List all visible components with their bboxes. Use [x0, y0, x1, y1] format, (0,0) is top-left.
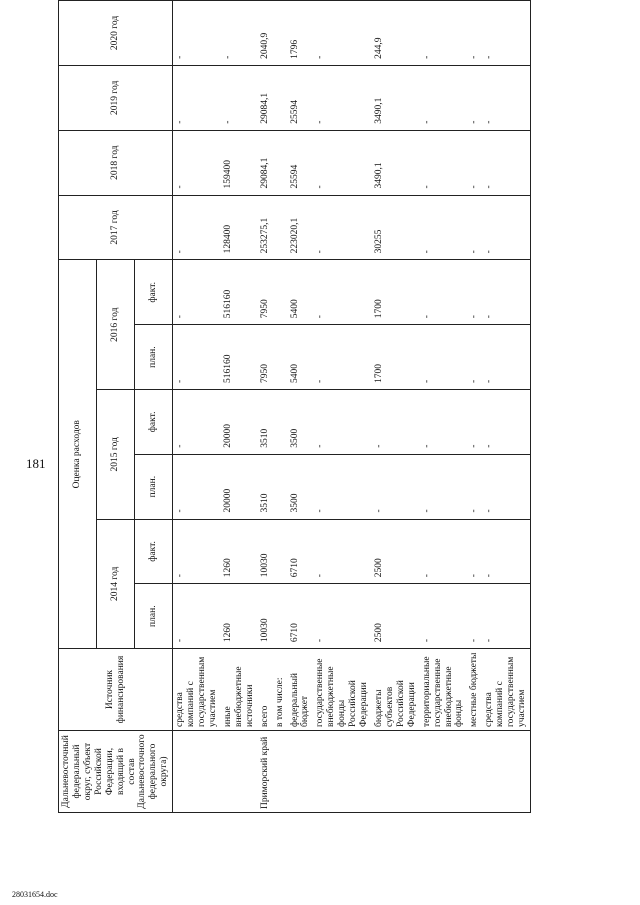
value-cell: - — [482, 584, 530, 649]
value-cell: 20000 — [221, 454, 258, 519]
value-cell — [273, 130, 288, 195]
value-cell: 3500 — [288, 454, 314, 519]
table-row — [173, 1, 221, 813]
value-cell: - — [482, 1, 530, 66]
value-cell: - — [313, 519, 372, 584]
region-cell — [273, 731, 288, 813]
header-2016-plan: план. — [135, 325, 173, 390]
table-row — [372, 1, 420, 813]
expense-table — [58, 0, 531, 813]
value-cell: 244,9 — [372, 1, 420, 66]
header-region: Дальневосточный федеральный округ, субъект Российской Федерации, входящий в состав Дальневосточного федерального округа) — [59, 731, 173, 813]
header-2014-plan: план. — [135, 584, 173, 649]
value-cell: - — [482, 519, 530, 584]
value-cell: - — [173, 260, 221, 325]
value-cell: - — [482, 195, 530, 260]
value-cell: - — [420, 519, 468, 584]
value-cell: - — [221, 65, 258, 130]
value-cell: - — [173, 390, 221, 455]
value-cell: - — [420, 1, 468, 66]
value-cell: 1700 — [372, 325, 420, 390]
table-row — [258, 1, 273, 813]
source-cell: территориальные государственные внебюджетные фонды — [420, 649, 468, 731]
value-cell: 516160 — [221, 325, 258, 390]
value-cell: - — [420, 65, 468, 130]
header-2017: 2017 год — [59, 195, 173, 260]
header-2015-fact: факт. — [135, 390, 173, 455]
value-cell: - — [313, 130, 372, 195]
value-cell: 5400 — [288, 325, 314, 390]
value-cell: 6710 — [288, 519, 314, 584]
value-cell: 1260 — [221, 584, 258, 649]
region-cell — [313, 731, 372, 813]
value-cell: 1260 — [221, 519, 258, 584]
value-cell: - — [482, 260, 530, 325]
header-2020: 2020 год — [59, 1, 173, 66]
header-2018: 2018 год — [59, 130, 173, 195]
value-cell: 1700 — [372, 260, 420, 325]
value-cell — [273, 519, 288, 584]
value-cell: 5400 — [288, 260, 314, 325]
value-cell: 29084,1 — [258, 65, 273, 130]
header-2016-fact: факт. — [135, 260, 173, 325]
value-cell: - — [313, 195, 372, 260]
value-cell: 25594 — [288, 65, 314, 130]
source-cell: иные внебюджетные источники — [221, 649, 258, 731]
table-row — [288, 1, 314, 813]
table-row — [273, 1, 288, 813]
value-cell: - — [420, 130, 468, 195]
value-cell: 3500 — [288, 390, 314, 455]
value-cell: - — [173, 454, 221, 519]
value-cell: 29084,1 — [258, 130, 273, 195]
value-cell: 20000 — [221, 390, 258, 455]
value-cell: - — [420, 260, 468, 325]
value-cell: - — [173, 1, 221, 66]
table-header — [59, 1, 173, 813]
value-cell: - — [313, 1, 372, 66]
value-cell: - — [467, 195, 482, 260]
value-cell — [273, 584, 288, 649]
value-cell: 7950 — [258, 260, 273, 325]
source-cell: средства компаний с государственным участием — [173, 649, 221, 731]
value-cell: 3510 — [258, 454, 273, 519]
value-cell — [273, 325, 288, 390]
header-2014: 2014 год — [97, 519, 135, 649]
value-cell: - — [467, 390, 482, 455]
value-cell: - — [173, 584, 221, 649]
region-cell — [482, 731, 530, 813]
value-cell: - — [420, 584, 468, 649]
region-cell — [420, 731, 468, 813]
value-cell: 253275,1 — [258, 195, 273, 260]
value-cell: 2040,9 — [258, 1, 273, 66]
source-cell: в том числе: — [273, 649, 288, 731]
value-cell: 159400 — [221, 130, 258, 195]
source-cell: всего — [258, 649, 273, 731]
value-cell: - — [173, 519, 221, 584]
source-cell: государственные внебюджетные фонды Российской Федерации — [313, 649, 372, 731]
value-cell: - — [420, 325, 468, 390]
region-cell — [467, 731, 482, 813]
value-cell — [273, 454, 288, 519]
header-2015: 2015 год — [97, 390, 135, 520]
header-source: Источник финансирования — [59, 649, 173, 731]
value-cell: 3490,1 — [372, 65, 420, 130]
value-cell — [273, 1, 288, 66]
header-2019: 2019 год — [59, 65, 173, 130]
value-cell: - — [372, 454, 420, 519]
source-cell: местные бюджеты — [467, 649, 482, 731]
value-cell: - — [173, 195, 221, 260]
value-cell: - — [313, 65, 372, 130]
value-cell: - — [420, 195, 468, 260]
value-cell — [273, 390, 288, 455]
value-cell: 3490,1 — [372, 130, 420, 195]
value-cell: - — [313, 454, 372, 519]
value-cell: 6710 — [288, 584, 314, 649]
value-cell: 2500 — [372, 519, 420, 584]
value-cell: 30255 — [372, 195, 420, 260]
value-cell — [273, 65, 288, 130]
source-cell: федеральный бюджет — [288, 649, 314, 731]
value-cell: - — [221, 1, 258, 66]
footer-filename: 28031654.doc — [12, 890, 58, 899]
value-cell: - — [467, 1, 482, 66]
value-cell — [273, 260, 288, 325]
value-cell: - — [313, 584, 372, 649]
table-row — [482, 1, 530, 813]
value-cell: 223020,1 — [288, 195, 314, 260]
page-number: 181 — [26, 456, 46, 471]
region-cell — [173, 731, 221, 813]
region-cell: Приморский край — [258, 731, 273, 813]
value-cell: - — [482, 325, 530, 390]
value-cell: - — [467, 325, 482, 390]
table-row — [420, 1, 468, 813]
source-cell: средства компаний с государственным участием — [482, 649, 530, 731]
header-expense-group: Оценка расходов — [59, 260, 97, 649]
value-cell: - — [420, 390, 468, 455]
value-cell: 1796 — [288, 1, 314, 66]
value-cell: - — [173, 325, 221, 390]
value-cell: 2500 — [372, 584, 420, 649]
value-cell: 128400 — [221, 195, 258, 260]
value-cell: - — [420, 454, 468, 519]
header-2014-fact: факт. — [135, 519, 173, 584]
value-cell: - — [313, 390, 372, 455]
value-cell: - — [482, 130, 530, 195]
value-cell: 516160 — [221, 260, 258, 325]
region-cell — [221, 731, 258, 813]
header-2015-plan: план. — [135, 454, 173, 519]
value-cell: - — [173, 130, 221, 195]
region-cell — [372, 731, 420, 813]
value-cell: - — [482, 454, 530, 519]
value-cell: - — [372, 390, 420, 455]
value-cell — [273, 195, 288, 260]
value-cell: - — [482, 65, 530, 130]
value-cell: 7950 — [258, 325, 273, 390]
value-cell: 10030 — [258, 584, 273, 649]
value-cell: - — [467, 454, 482, 519]
table-row — [313, 1, 372, 813]
table-body — [173, 1, 531, 813]
region-cell — [288, 731, 314, 813]
value-cell: - — [313, 325, 372, 390]
header-2016: 2016 год — [97, 260, 135, 390]
value-cell: 25594 — [288, 130, 314, 195]
value-cell: - — [467, 130, 482, 195]
value-cell: - — [467, 65, 482, 130]
table-row — [221, 1, 258, 813]
table-row — [467, 1, 482, 813]
value-cell: 3510 — [258, 390, 273, 455]
value-cell: - — [313, 260, 372, 325]
value-cell: - — [467, 584, 482, 649]
value-cell: 10030 — [258, 519, 273, 584]
value-cell: - — [467, 519, 482, 584]
value-cell: - — [173, 65, 221, 130]
value-cell: - — [467, 260, 482, 325]
value-cell: - — [482, 390, 530, 455]
source-cell: бюджеты субъектов Российской Федерации — [372, 649, 420, 731]
